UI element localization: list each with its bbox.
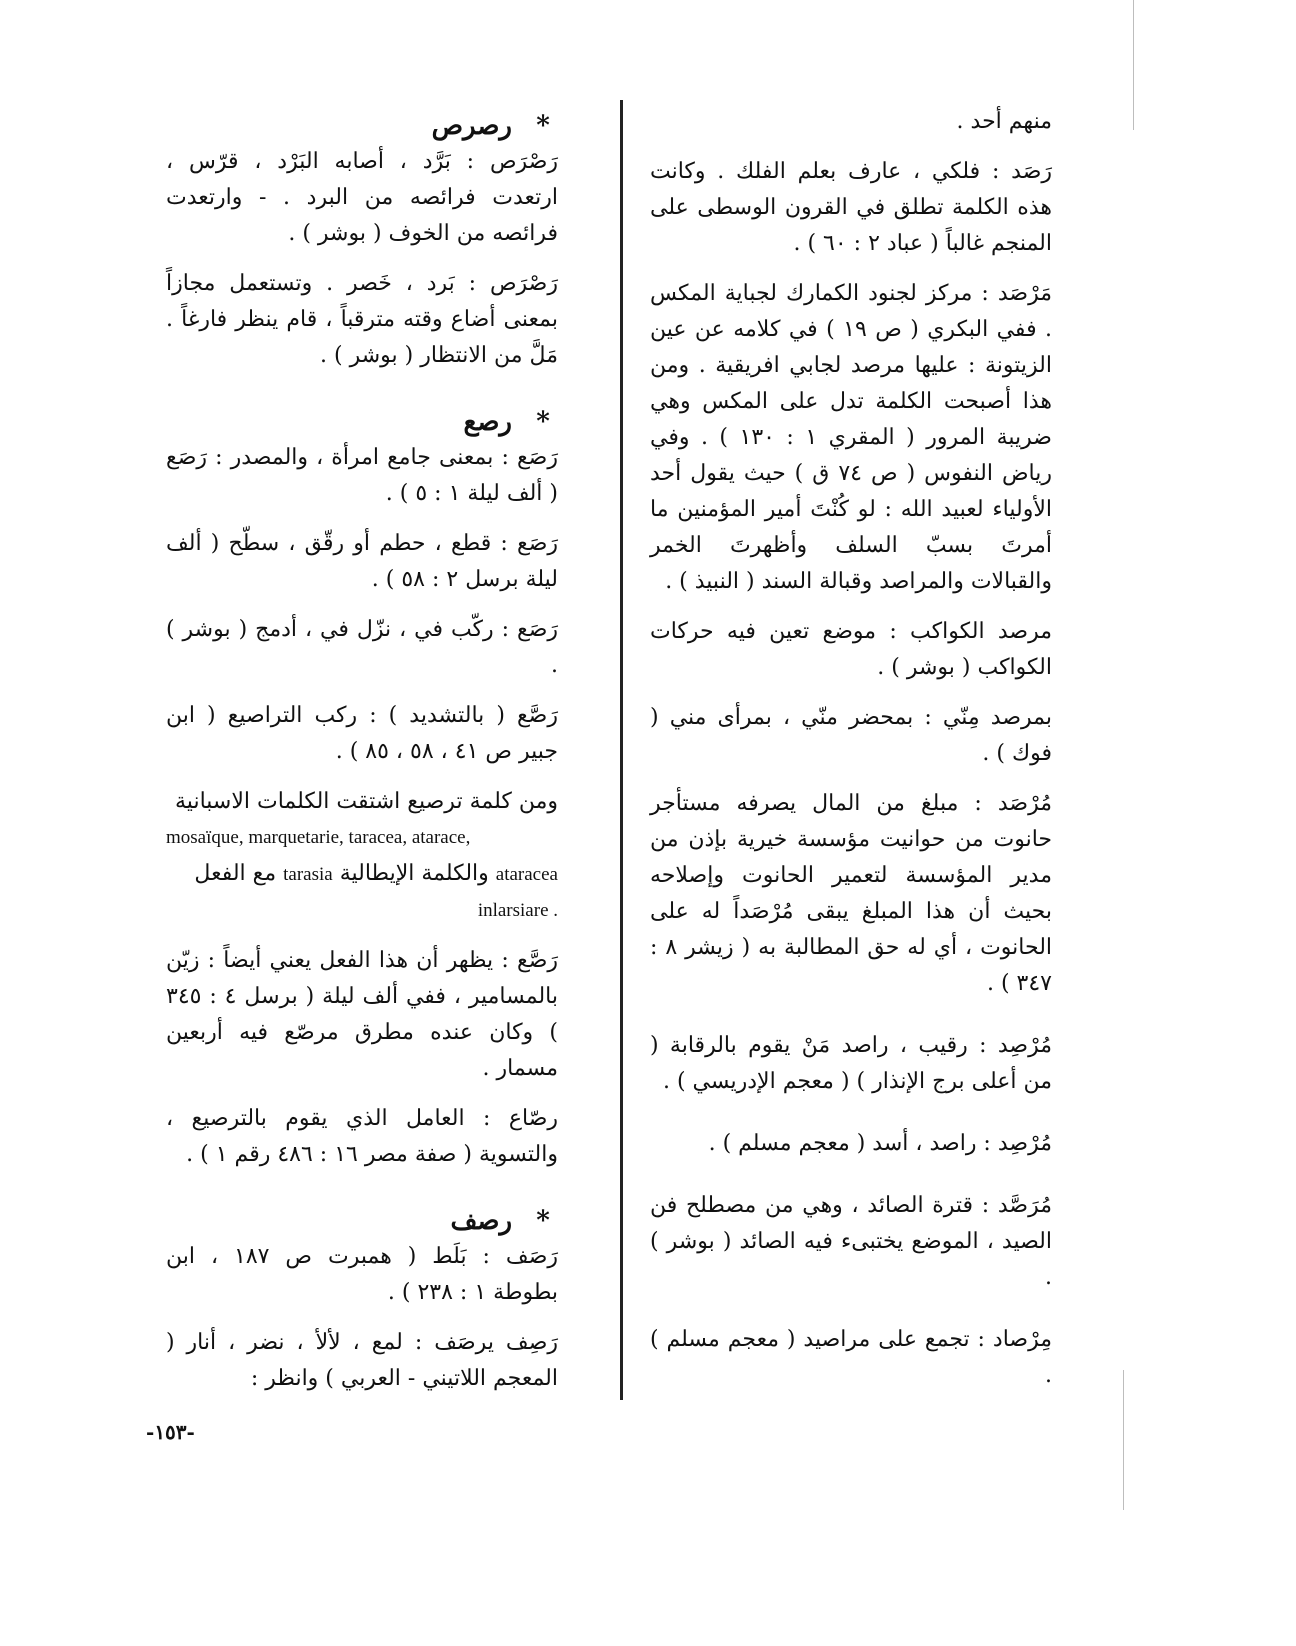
scan-edge-line	[1133, 0, 1134, 130]
entry-mursad-money: مُرْصَد : مبلغ من المال يصرفه مستأجر حانوت من حوانيت مؤسسة خيرية بإذن من مدير المؤسسة لتعمير الحانوت وإصلاحه بحيث أن هذا المبلغ يبقى مُرْصَداً له على الحانوت ، أي له حق المطالبة به ( زيشر ٨ : ٣٤٧ ) .	[650, 791, 1053, 996]
entry-rasa-3: رَصَع : ركّب في ، نزّل في ، أدمج ( بوشر ) .	[166, 617, 558, 678]
entry-mursid-lion: مُرْصِد : راصد ، أسد ( معجم مسلم ) .	[708, 1131, 1052, 1156]
entry-rasa-2: رَصَع : قطع ، حطم أو رقّق ، سطّح ( ألف ليلة برسل ٢ : ٥٨ ) .	[166, 531, 558, 592]
entry-murassad: مُرَصَّد : قترة الصائد ، وهي من مصطلح فن الصيد ، الموضع يختبىء فيه الصائد ( بوشر ) .	[650, 1193, 1052, 1290]
right-column	[650, 104, 1052, 1408]
entry-mirsad: مِرْصاد : تجمع على مراصيد ( معجم مسلم ) .	[650, 1327, 1052, 1388]
entry-rasras-waiting: رَصْرَص : بَرد ، خَصر . وتستعمل مجازاً بمعنى أضاع وقته مترقباً ، قام ينظر فارغاً . مَلَّ من الانتظار ( بوشر ) .	[166, 271, 558, 368]
root-group-rasa	[166, 404, 558, 1173]
left-column	[166, 104, 558, 1427]
entry-bimarsad: بمرصد مِنّي : بمحضر منّي ، بمرأى مني ( فوك ) .	[650, 705, 1052, 766]
entry-spanish-derivation: ومن كلمة ترصيع اشتقت الكلمات الاسبانية mosaïque, marquetarie, taracea, atarace, ataracea والكلمة الإيطالية tarasia مع الفعل inlarsiare .	[166, 784, 558, 929]
root-heading	[166, 404, 558, 440]
entry-rasif-shine: رَصِف يرصَف : لمع ، لألأ ، نضر ، أنار ( المعجم اللاتيني - العربي ) وانظر :	[166, 1330, 558, 1391]
latin-words-line: inlarsiare .	[477, 900, 558, 921]
mixed-words-line: ataracea والكلمة الإيطالية tarasia مع الفعل	[194, 861, 558, 886]
root-group-rasras	[166, 108, 558, 374]
entry-mursid-watcher: مُرْصِد : رقيب ، راصد مَنْ يقوم بالرقابة ( من أعلى برج الإنذار ) ( معجم الإدريسي ) .	[650, 1033, 1052, 1094]
entry-rasad: رَصَد : فلكي ، عارف بعلم الفلك . وكانت هذه الكلمة تطلق في القرون الوسطى على المنجم غالباً ( عباد ٢ : ٦٠ ) .	[650, 159, 1052, 256]
entry-rassa-worker: رصّاع : العامل الذي يقوم بالترصيع ، والتسوية ( صفة مصر ١٦ : ٤٨٦ رقم ١ ) .	[166, 1106, 558, 1167]
latin-words-line: mosaïque, marquetarie, taracea, atarace,	[166, 827, 471, 848]
scan-edge-line	[1123, 1370, 1124, 1510]
root-headword: رصف	[450, 1206, 512, 1236]
root-headword: رصع	[463, 407, 512, 437]
root-heading	[166, 1203, 558, 1239]
asterisk-marker: *	[536, 111, 550, 141]
asterisk-marker: *	[536, 1206, 550, 1236]
entry-marsad-kawakib: مرصد الكواكب : موضع تعين فيه حركات الكواكب ( بوشر ) .	[650, 619, 1052, 680]
root-heading	[166, 108, 558, 144]
entry-rassa-tashdid: رَصَّع ( بالتشديد ) : ركب التراصيع ( ابن جبير ص ٤١ ، ٥٨ ، ٨٥ ) .	[166, 703, 558, 764]
entry-rasa-1: رَصَع : بمعنى جامع امرأة ، والمصدر : رَصَع ( ألف ليلة ١ : ٥ ) .	[166, 445, 558, 506]
entry-rasras-cold: رَصْرَص : بَرَّد ، أصابه البَرْد ، قرّس ، ارتعدت فرائصه من البرد . - وارتعدت فرائصه من الخوف ( بوشر ) .	[166, 149, 558, 246]
root-group-rasaf	[166, 1203, 558, 1397]
entry-continuation: منهم أحد .	[956, 109, 1052, 134]
entry-marsad-customs: مَرْصَد : مركز لجنود الكمارك لجباية المكس . ففي البكري ( ص ١٩ ) في كلامه عن عين الزيتونة : عليها مرصد لجابي افريقية . ومن هذا أصبحت الكلمة تدل على المكس وهي ضريبة المرور ( المقري ١ : ١٣٠ ) . وفي رياض النفوس ( ص ٧٤ ق ) حيث يقول أحد الأولياء لعبيد الله : لو كُنْتَ أمير المؤمنين ما أمرتَ بسبّ السلف وأظهرتَ الخمر والقبالات والمراصد وقبالة السند ( النبيذ ) .	[650, 281, 1052, 594]
entry-rasaf-pave: رَصَف : بَلَط ( همبرت ص ١٨٧ ، ابن بطوطة ١ : ٢٣٨ ) .	[166, 1244, 558, 1305]
entry-rassa-nails: رَصَّع : يظهر أن هذا الفعل يعني أيضاً : زيّن بالمسامير ، ففي ألف ليلة ( برسل ٤ : ٣٤٥ ) وكان عنده مطرق مرصّع فيه أربعين مسمار .	[166, 948, 558, 1081]
column-divider	[620, 100, 623, 1400]
asterisk-marker: *	[536, 407, 550, 437]
root-headword: رصرص	[431, 111, 512, 141]
page-number: -١٥٣-	[146, 1420, 195, 1444]
